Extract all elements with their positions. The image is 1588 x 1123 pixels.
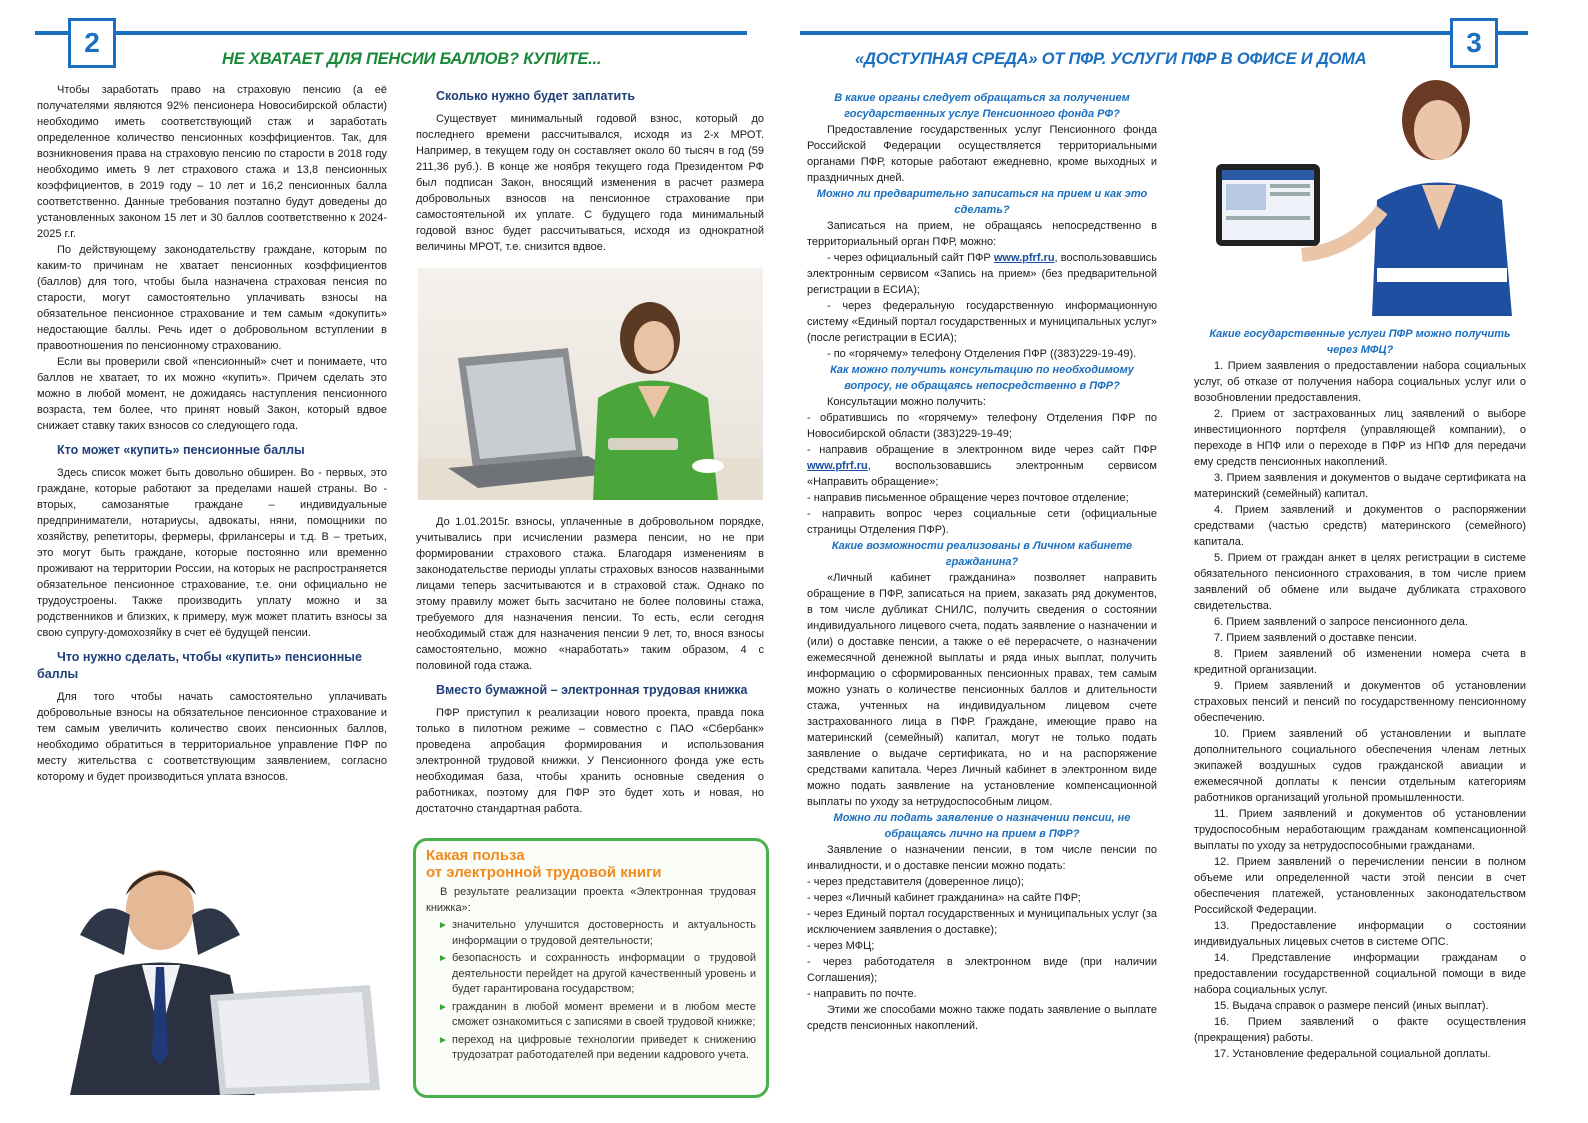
page-number-left: 2 [68,18,116,68]
arrow-bullet-icon: ► [438,1034,448,1046]
header-rule-left [35,31,747,35]
mfc-service-item: 8. Прием заявлений об изменении номера счета в кредитной организации. [1194,648,1526,676]
benefit-item [438,1000,756,1031]
paragraph: Существует минимальный годовой взнос, который до последнего времени рассчитывался, исходя из 2-х МРОТ. Например, в текущем году он составляет около 60 тысяч в год (59 211,36 руб.). В конце же ноября текущего года Президентом РФ был подписан Закон, вносящий изменения в расчет размера добровольных взносов на пенсионное страхование при самостоятельной их уплате. С будущего года минимальный годовой взнос будет рассчитываться, исходя из однократной величины МРОТ, т.е. снизится вдвое. [416,113,764,253]
benefit-item [438,1033,756,1064]
mfc-service-item: 2. Прием от застрахованных лиц заявлений о выборе инвестиционного портфеля (управляющей компании), о переходе в НПФ или о переходе в ПФР из НПФ для передачи ему средств пенсионных накоплений. [1194,408,1526,468]
paragraph: - через представителя (доверенное лицо); [807,876,1024,888]
text: - направив обращение в электронном виде через сайт ПФР [807,444,1157,456]
paragraph: Если вы проверили свой «пенсионный» счет и понимаете, что баллов не хватает, то их можно «купить». Причем сделать это можно в любой момент, не дожидаясь наступления пенсионного возраста, тем более, что принят новый Закон, который вдвое снижает ставку таких взносов со следующего года. [37,356,387,432]
paragraph-with-link [807,250,1157,298]
section-heading: Вместо бумажной – электронная трудовая книжка [436,683,748,697]
benefit-item [438,951,756,998]
mfc-service-item: 12. Прием заявлений о перечислении пенсии в полном объеме или определенной части этой пенсии в счет обеспечения платежей, установленных законодательством Российской Федерации. [1194,856,1526,916]
mfc-service-item: 17. Установление федеральной социальной доплаты. [1214,1048,1491,1060]
arrow-bullet-icon: ► [438,1001,448,1013]
paragraph: - через Единый портал государственных и муниципальных услуг (за исключением заявления о доставке); [807,908,1157,936]
paragraph: - направить вопрос через социальные сети (официальные страницы Отделения ПФР). [807,508,1157,536]
paragraph: - через МФЦ; [807,940,875,952]
header-rule-right [800,31,1528,35]
arrow-bullet-icon: ► [438,920,448,931]
paragraph-with-link [807,442,1157,490]
woman-laptop-illustration [418,268,763,500]
paragraph: ПФР приступил к реализации нового проекта, правда пока только в пилотном режиме – совместно с ПАО «Сбербанк» проведена апробация формирования и использования электронной трудовой книжки. У Пенсионного фонда уже есть необходимая база, чтобы хранить основные сведения о работниках, поэтому для ПФР это будет хоть и новая, но достаточно стандартная работа. [416,707,764,815]
man-laptop-illustration [40,855,385,1095]
article-column-2-bottom [416,514,764,817]
mfc-services-list [1194,358,1526,1062]
paragraph: Заявление о назначении пенсии, в том числе пенсии по инвалидности, и о доставке пенсии можно подать: [807,844,1157,872]
box-intro: В результате реализации проекта «Электронная трудовая книжка»: [426,886,756,914]
paragraph: Здесь список может быть довольно обширен. Во - первых, это граждане, которые работают за пределами нашей страны. Во - вторых, самозанятые граждане – индивидуальные предприниматели, нотариусы, адвокаты, няни, помощники по хозяйству, репетиторы, фермеры, фрилансеры и т.д. В – третьих, это могут быть граждане, которые постоянно или временно проживают на территории России, на которых не распространяется обязательное пенсионное страхование, т.е. они официально не трудоустроены. Также производить уплату можно и за родственников и близких, к примеру, муж может платить взносы за свою супругу-домохозяйку в счет её будущей пенсии. [37,467,387,639]
paragraph: - направить по почте. [807,988,917,1000]
pfr-website-link[interactable]: www.pfrf.ru [993,252,1055,264]
question-heading: В какие органы следует обращаться за получением государственных услуг Пенсионного фонда РФ? [834,92,1130,120]
mfc-service-item: 16. Прием заявлений о факте осуществления (прекращения) работы. [1194,1016,1526,1044]
section-heading: Что нужно сделать, чтобы «купить» пенсионные баллы [37,650,362,681]
benefit-text: переход на цифровые технологии приведет к снижению трудозатрат работодателей при ведении кадрового учета. [452,1033,756,1061]
article-column-2-top [416,80,764,255]
article-column-1 [37,82,387,785]
paragraph: - через «Личный кабинет гражданина» на сайте ПФР; [807,892,1081,904]
woman-tablet-illustration [1212,80,1530,316]
article-column-4 [1194,326,1526,1062]
mfc-service-item: 9. Прием заявлений и документов об установлении страховых пенсий и пенсий по государственному пенсионному обеспечению. [1194,680,1526,724]
paragraph: Записаться на прием, не обращаясь непосредственно в территориальный орган ПФР, можно: [807,220,1157,248]
photo-man-laptop [40,855,385,1095]
section-heading: Кто может «купить» пенсионные баллы [57,443,305,457]
question-heading: Как можно получить консультацию по необходимому вопросу, не обращаясь непосредственно в ПФР? [830,364,1134,392]
paragraph: - направив письменное обращение через почтовое отделение; [807,492,1129,504]
text: , воспользовавшись электронным сервисом «Запись на прием» (без предварительной регистрации в ЕСИА); [807,252,1157,296]
article-column-3 [807,90,1157,1034]
paragraph: Предоставление государственных услуг Пенсионного фонда Российской Федерации осуществляется территориальными органами ПФР, которые работают ежедневно, кроме выходных и праздничных дней. [807,124,1157,184]
question-heading: Можно ли предварительно записаться на прием и как это сделать? [816,188,1148,216]
mfc-service-item: 4. Прием заявлений и документов о распоряжении средствами (частью средств) материнского (семейного) капитала. [1194,504,1526,548]
benefit-text: гражданин в любой момент времени и в любом месте сможет ознакомиться с записями в своей трудовой книжке; [452,1000,756,1028]
paragraph: - по «горячему» телефону Отделения ПФР ((383)229-19-49). [827,348,1137,360]
mfc-service-item: 15. Выдача справок о размере пенсий (иных выплат). [1214,1000,1489,1012]
page-title-left: НЕ ХВАТАЕТ ДЛЯ ПЕНСИИ БАЛЛОВ? КУПИТЕ... [222,50,602,68]
paragraph: Для того чтобы начать самостоятельно уплачивать добровольные взносы на обязательное пенсионное страхование и тем самым увеличить количество своих пенсионных баллов, необходимо обратиться в территориальное управление ПФР по месту жительства с соответствующим заявлением, согласно которому и будет производиться уплата взносов. [37,691,387,783]
box-benefits-list [426,918,756,1064]
box-title-line2: от электронной трудовой книги [426,864,662,881]
mfc-service-item: 6. Прием заявлений о запросе пенсионного дела. [1214,616,1468,628]
section-heading: Сколько нужно будет заплатить [436,89,636,103]
paragraph: «Личный кабинет гражданина» позволяет направить обращение в ПФР, записаться на прием, заказать ряд документов, в том числе дубликат СНИЛС, получить сведения о состоянии индивидуального лицевого счета, подать заявление о назначении и (или) о доставке пенсии, а также о её перерасчете, о назначении ежемесячной денежной выплаты и ряда иных выплат, получить информацию о сформированных пенсионных правах, тем самым можно узнать о количестве пенсионных баллов и длительности стажа, учтенных на индивидуальном лицевом счете застрахованного лица в ПФР. Граждане, имеющие право на материнский (семейный) капитал, могут не только подать заявление о выдаче сертификата, но и на распоряжение средствами капитала. Через Личный кабинет в электронном виде можно подать заявление на установление компенсационной выплаты по уходу за нетрудоспособным лицом. [807,572,1157,808]
mfc-service-item: 14. Представление информации гражданам о предоставлении государственной социальной помощи в виде набора социальных услуг. [1194,952,1526,996]
page-title-right: «ДОСТУПНАЯ СРЕДА» ОТ ПФР. УСЛУГИ ПФР В ОФИСЕ И ДОМА [855,50,1367,68]
mfc-service-item: 3. Прием заявления и документов о выдаче сертификата на материнский (семейный) капитал. [1194,472,1526,500]
paragraph: По действующему законодательству граждане, которым по каким-то причинам не хватает пенсионных коэффициентов (баллов) для того, чтобы была назначена страховая пенсия по старости, могут самостоятельно уплачивать взносы на обязательное пенсионное страхование и тем самым «докупить» недостающие баллы. Речь идет о добровольном вступлении в правоотношения по пенсионному страхованию. [37,244,387,352]
box-title-line1: Какая польза [426,847,525,864]
question-heading: Можно ли подать заявление о назначении пенсии, не обращаясь лично на прием в ПФР? [833,812,1131,840]
mfc-service-item: 7. Прием заявлений о доставке пенсии. [1214,632,1417,644]
mfc-service-item: 5. Прием от граждан анкет в целях регистрации в системе обязательного пенсионного страхования, в том числе прием заявлений об обмене или выдаче дубликата страхового свидетельства. [1194,552,1526,612]
arrow-bullet-icon: ► [438,953,448,964]
question-heading: Какие возможности реализованы в Личном кабинете гражданина? [831,540,1133,568]
mfc-question: Какие государственные услуги ПФР можно получить через МФЦ? [1209,328,1511,356]
mfc-service-item: 1. Прием заявления о предоставлении набора социальных услуг, об отказе от получения набора социальных услуг или о возобновлении предоставления. [1194,360,1526,404]
paragraph: Консультации можно получить: [827,396,986,408]
text: , воспользовавшись электронным сервисом «Направить обращение»; [807,460,1157,488]
mfc-service-item: 11. Прием заявлений и документов об установлении трудоспособным неработающим гражданам компенсационной выплаты по уходу за нетрудоспособными гражданами. [1194,808,1526,852]
mfc-service-item: 13. Предоставление информации о состоянии индивидуальных лицевых счетов в системе ОПС. [1194,920,1526,948]
text: - через официальный сайт ПФР [827,252,994,264]
photo-woman-laptop [418,268,763,500]
paragraph: - через работодателя в электронном виде (при наличии Соглашения); [807,956,1157,984]
benefit-item [438,918,756,949]
benefit-text: значительно улучшится достоверность и актуальность информации о трудовой деятельности; [452,919,756,947]
paragraph: - обратившись по «горячему» телефону Отделения ПФР по Новосибирской области (383)229-19-49; [807,412,1157,440]
paragraph: - через федеральную государственную информационную систему «Единый портал государственных и муниципальных услуг» (после регистрации в ЕСИА); [807,300,1157,344]
photo-woman-tablet [1212,80,1530,316]
paragraph: Чтобы заработать право на страховую пенсию (а её получателями являются 92% пенсионера Новосибирской области) необходимо иметь соответствующий стаж и заработать определенное количество пенсионных коэффициентов. Так, для возникновения права на страховую пенсию по старости в 2018 году необходимо иметь 9 лет страхового стажа и 13,8 пенсионных коэффициентов, в 2019 году – 10 лет и 16,2 пенсионных балла соответственно. Данные требования поэтапно будут доведены до установленных законом 15 лет и 30 баллов соответственно к 2024-2025 г.г. [37,84,387,240]
paragraph: До 1.01.2015г. взносы, уплаченные в добровольном порядке, учитывались при исчислении размера пенсии, но не при формировании страхового стажа. Благодаря изменениям в законодательстве периоды уплаты страховых взносов названными лицами теперь засчитываются и в страховой стаж. Однако по этому правилу может быть засчитано не более половины стажа, требуемого для назначения пенсии. То есть, если сегодня необходимый стаж для назначения пенсии 9 лет, то, внося взносы самостоятельно, можно «наработать» таким образом, 4 с половиной года стажа. [416,516,764,672]
benefit-text: безопасность и сохранность информации о трудовой деятельности перейдет на другой качественный уровень и будет гарантирована государством; [452,952,756,995]
paragraph: Этими же способами можно также подать заявление о выплате средств пенсионных накоплений. [807,1004,1157,1032]
mfc-service-item: 10. Прием заявлений об установлении и выплате дополнительного социального обеспечения членам летных экипажей воздушных судов гражданской авиации и ежемесячной доплаты к пенсии отдельным категориям работников организаций угольной промышленности. [1194,728,1526,804]
electronic-workbook-benefits-box [413,838,769,1098]
pfr-website-link[interactable]: www.pfrf.ru [807,460,868,472]
page-number-right: 3 [1450,18,1498,68]
